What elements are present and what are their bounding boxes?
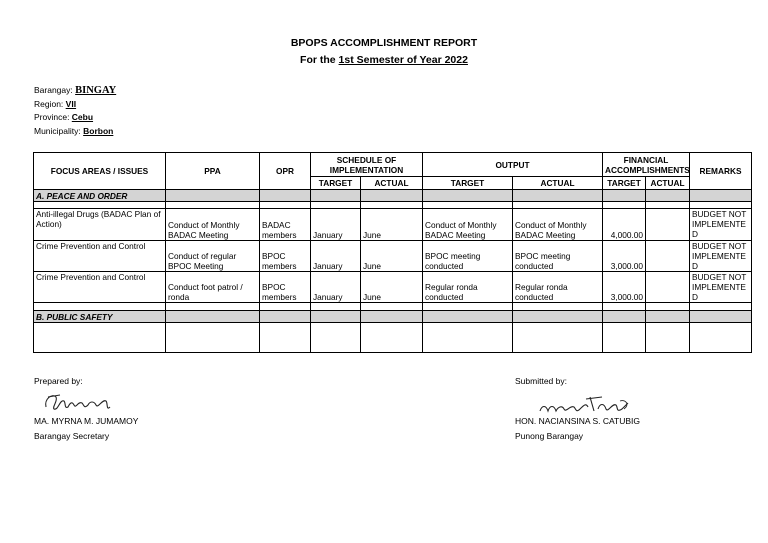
section-row-a <box>34 190 752 202</box>
report-title: BPOPS ACCOMPLISHMENT REPORT <box>290 37 478 49</box>
report-subtitle <box>0 54 768 66</box>
row-sched-target: January <box>311 209 361 241</box>
accomplishment-table <box>33 152 752 353</box>
row-out-actual: Regular ronda conducted <box>513 272 603 303</box>
row-fin-target: 3,000.00 <box>603 272 646 303</box>
municipality-label: Municipality: <box>34 126 84 136</box>
row-sched-target: January <box>311 241 361 272</box>
header-focus: FOCUS AREAS / ISSUES <box>34 153 166 190</box>
header-row-1 <box>34 153 752 177</box>
row-fin-target: 3,000.00 <box>603 241 646 272</box>
row-remarks: BUDGET NOT IMPLEMENTE D <box>690 241 752 272</box>
table-row <box>34 272 752 303</box>
header-sched-actual: ACTUAL <box>361 177 423 190</box>
prepared-title: Barangay Secretary <box>34 431 110 441</box>
row-out-target: Conduct of Monthly BADAC Meeting <box>423 209 513 241</box>
row-out-actual: Conduct of Monthly BADAC Meeting <box>513 209 603 241</box>
row-out-target: BPOC meeting conducted <box>423 241 513 272</box>
header-opr: OPR <box>260 153 311 190</box>
row-remarks: BUDGET NOT IMPLEMENTE D <box>690 272 752 303</box>
row-fin-actual <box>646 241 690 272</box>
barangay-label: Barangay: <box>34 85 76 95</box>
header-remarks: REMARKS <box>690 153 752 190</box>
submitted-title: Punong Barangay <box>515 431 584 441</box>
prepared-label: Prepared by: <box>34 376 83 386</box>
row-out-actual: BPOC meeting conducted <box>513 241 603 272</box>
row-ppa: Conduct of Monthly BADAC Meeting <box>166 209 260 241</box>
row-fin-actual <box>646 272 690 303</box>
table-row <box>34 241 752 272</box>
header-schedule: SCHEDULE OF IMPLEMENTATION <box>311 153 423 177</box>
province-line <box>34 112 93 122</box>
header-out-target: TARGET <box>423 177 513 190</box>
subtitle-semester: 1st Semester of Year 2022 <box>338 54 468 66</box>
spacer-row <box>34 202 752 209</box>
empty-row <box>34 323 752 353</box>
row-ppa: Conduct of regular BPOC Meeting <box>166 241 260 272</box>
table-row <box>34 209 752 241</box>
row-remarks: BUDGET NOT IMPLEMENTE D <box>690 209 752 241</box>
row-opr: BADAC members <box>260 209 311 241</box>
municipality-line <box>34 126 113 136</box>
header-financial: FINANCIAL ACCOMPLISHMENTS <box>603 153 690 177</box>
submitted-name: HON. NACIANSINA S. CATUBIG <box>515 416 641 426</box>
province-label: Province: <box>34 112 72 122</box>
row-sched-target: January <box>311 272 361 303</box>
prepared-name: MA. MYRNA M. JUMAMOY <box>34 416 139 426</box>
row-out-target: Regular ronda conducted <box>423 272 513 303</box>
signature-prepared <box>40 389 120 415</box>
row-sched-actual: June <box>361 241 423 272</box>
municipality-value: Borbon <box>83 126 114 136</box>
header-fin-actual: ACTUAL <box>646 177 690 190</box>
submitted-label: Submitted by: <box>515 376 567 386</box>
row-opr: BPOC members <box>260 272 311 303</box>
signature-submitted <box>536 391 636 417</box>
header-out-actual: ACTUAL <box>513 177 603 190</box>
header-ppa: PPA <box>166 153 260 190</box>
region-line <box>34 99 76 109</box>
row-fin-actual <box>646 209 690 241</box>
region-value: VII <box>65 99 77 109</box>
row-focus: Anti-illegal Drugs (BADAC Plan of Action) <box>34 209 166 241</box>
row-focus: Crime Prevention and Control <box>34 272 166 303</box>
header-fin-target: TARGET <box>603 177 646 190</box>
header-output: OUTPUT <box>423 153 603 177</box>
row-opr: BPOC members <box>260 241 311 272</box>
section-row-b <box>34 311 752 323</box>
barangay-line <box>34 85 116 96</box>
section-a-label: A. PEACE AND ORDER <box>34 190 166 202</box>
row-sched-actual: June <box>361 272 423 303</box>
province-value: Cebu <box>71 112 94 122</box>
spacer-row <box>34 303 752 311</box>
row-fin-target: 4,000.00 <box>603 209 646 241</box>
subtitle-prefix: For the <box>300 54 339 66</box>
header-sched-target: TARGET <box>311 177 361 190</box>
row-sched-actual: June <box>361 209 423 241</box>
barangay-value: BINGAY <box>75 85 117 96</box>
row-focus: Crime Prevention and Control <box>34 241 166 272</box>
region-label: Region: <box>34 99 66 109</box>
row-ppa: Conduct foot patrol / ronda <box>166 272 260 303</box>
section-b-label: B. PUBLIC SAFETY <box>34 311 166 323</box>
